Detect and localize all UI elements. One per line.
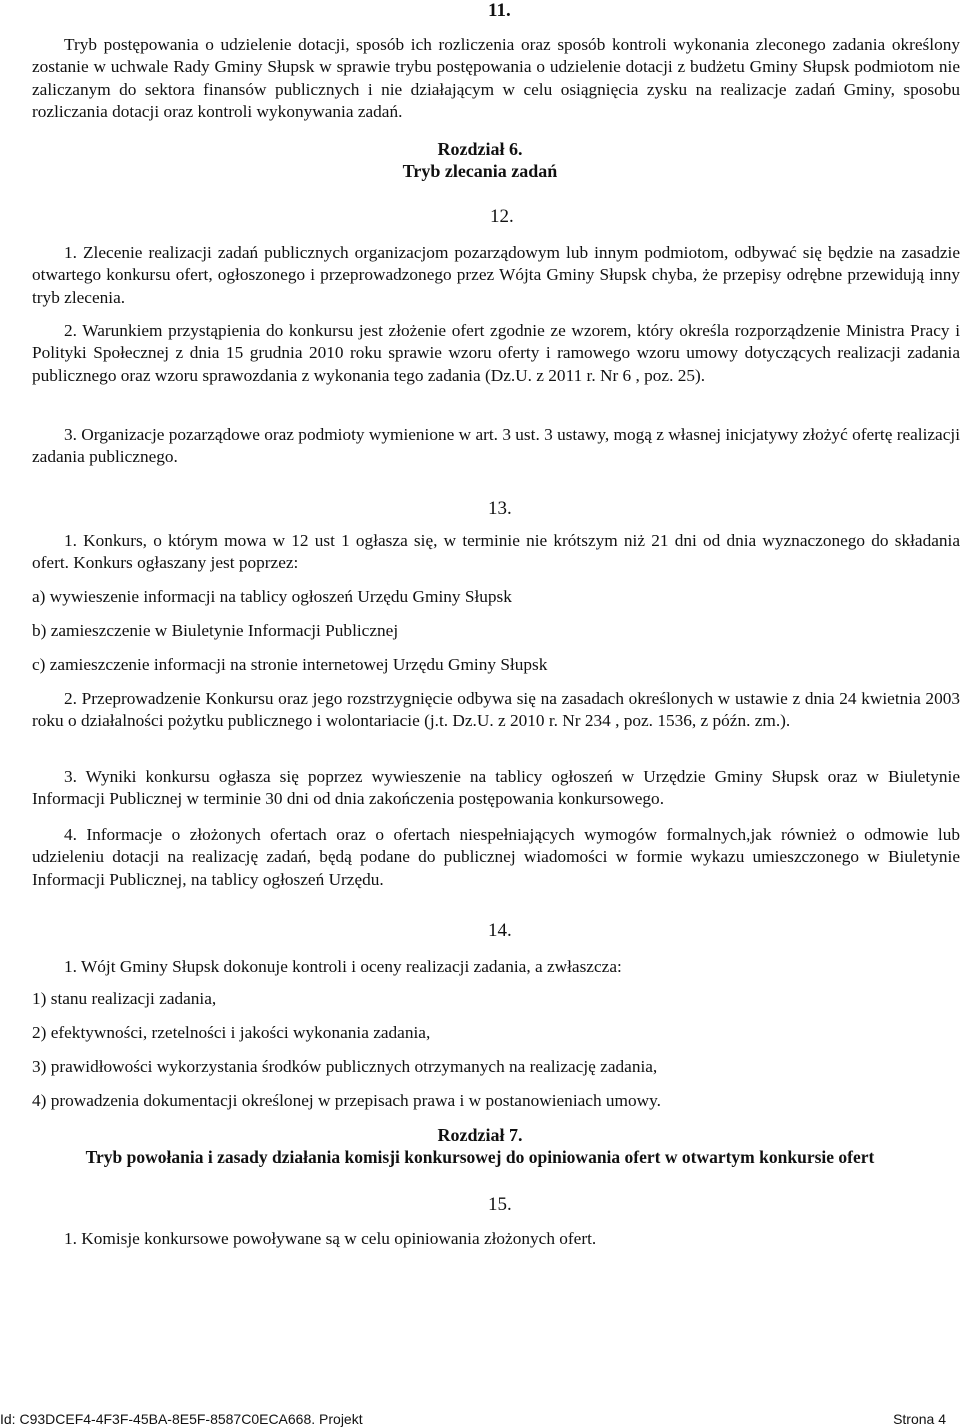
chapter-7-subtitle: Tryb powołania i zasady działania komisji konkursowej do opiniowania ofert w otwartym konkursie ofert bbox=[85, 1147, 875, 1167]
chapter-6-title: Rozdział 6. bbox=[437, 139, 523, 159]
section-13-point-4: 4. Informacje o złożonych ofertach oraz o ofertach niespełniających wymogów formalnych,jak również o odmowie lub udzieleniu dotacji na realizację zadań, będą podane do publicznej wiadomości w formie wykazu umieszczonego w Biuletynie Informacji Publicznej, na tablicy ogłoszeń Urzędu. bbox=[32, 825, 960, 889]
document-id: Id: C93DCEF4-4F3F-45BA-8E5F-8587C0ECA668. Projekt bbox=[0, 1411, 363, 1427]
section-13-item-c: c) zamieszczenie informacji na stronie internetowej Urzędu Gminy Słupsk bbox=[32, 655, 548, 674]
chapter-7-title: Rozdział 7. bbox=[437, 1125, 523, 1145]
section-14-item-1: 1) stanu realizacji zadania, bbox=[32, 989, 217, 1008]
section-14-item-4: 4) prowadzenia dokumentacji określonej w przepisach prawa i w postanowieniach umowy. bbox=[32, 1091, 661, 1110]
section-13-item-b: b) zamieszczenie w Biuletynie Informacji Publicznej bbox=[32, 621, 399, 640]
section-12-point-1: 1. Zlecenie realizacji zadań publicznych organizacjom pozarządowym lub innym podmiotom, odbywać się będzie na zasadzie otwartego konkursu ofert, ogłoszonego i przeprowadzonego przez Wójta Gminy Słupsk chyba, że przepisy odrębne przewidują inny tryb zlecenia. bbox=[32, 243, 960, 307]
section-14-item-3: 3) prawidłowości wykorzystania środków publicznych otrzymanych na realizację zadania, bbox=[32, 1057, 658, 1076]
section-13-point-2: 2. Przeprowadzenie Konkursu oraz jego rozstrzygnięcie odbywa się na zasadach określonych w ustawie z dnia 24 kwietnia 2003 roku o działalności pożytku publicznego i wolontariacie (j.t. Dz.U. z 2010 r. Nr 234 , poz. 1536, z późn. zm.). bbox=[32, 689, 960, 731]
section-12-point-2: 2. Warunkiem przystąpienia do konkursu jest złożenie ofert zgodnie ze wzorem, który określa rozporządzenie Ministra Pracy i Polityki Społecznej z dnia 15 grudnia 2010 roku sprawie wzoru oferty i ramowego wzoru umowy dotyczących realizacji zadania publicznego oraz wzoru sprawozdania z wykonania tego zadania (Dz.U. z 2011 r. Nr 6 , poz. 25). bbox=[32, 321, 960, 385]
section-14-heading: 14. bbox=[488, 920, 512, 941]
section-15-heading: 15. bbox=[488, 1194, 512, 1215]
section-12-heading: 12. bbox=[490, 206, 514, 227]
section-14-item-2: 2) efektywności, rzetelności i jakości wykonania zadania, bbox=[32, 1023, 431, 1042]
section-14-point-1: 1. Wójt Gminy Słupsk dokonuje kontroli i oceny realizacji zadania, a zwłaszcza: bbox=[64, 957, 622, 976]
chapter-6-subtitle: Tryb zlecania zadań bbox=[402, 161, 558, 181]
section-13-point-1: 1. Konkurs, o którym mowa w 12 ust 1 ogłasza się, w terminie nie krótszym niż 21 dni od dnia wyznaczonego do składania ofert. Konkurs ogłaszany jest poprzez: bbox=[32, 531, 960, 573]
section-12-point-3: 3. Organizacje pozarządowe oraz podmioty wymienione w art. 3 ust. 3 ustawy, mogą z własnej inicjatywy złożyć ofertę realizacji zadania publicznego. bbox=[32, 425, 960, 467]
section-15-point-1: 1. Komisje konkursowe powoływane są w celu opiniowania złożonych ofert. bbox=[64, 1229, 597, 1248]
section-13-heading: 13. bbox=[488, 498, 512, 519]
section-11-paragraph: Tryb postępowania o udzielenie dotacji, sposób ich rozliczenia oraz sposób kontroli wykonania zleconego zadania określony zostanie w uchwale Rady Gminy Słupsk w sprawie trybu postępowania o udzielenie dotacji z budżetu Gminy Słupsk podmiotom nie zaliczanym do sektora finansów publicznych i nie działającym w celu osiągnięcia zysku na realizacje zadań Gminy, sposobu rozliczania dotacji oraz kontroli wykonywania zadań. bbox=[32, 35, 960, 122]
page-number: Strona 4 bbox=[893, 1411, 946, 1427]
section-13-item-a: a) wywieszenie informacji na tablicy ogłoszeń Urzędu Gminy Słupsk bbox=[32, 587, 512, 606]
section-11-heading: 11. bbox=[488, 0, 511, 21]
section-13-point-3: 3. Wyniki konkursu ogłasza się poprzez wywieszenie na tablicy ogłoszeń w Urzędzie Gminy Słupsk oraz w Biuletynie Informacji Publicznej w terminie 30 dni od dnia zakończenia postępowania konkursowego. bbox=[32, 767, 960, 809]
